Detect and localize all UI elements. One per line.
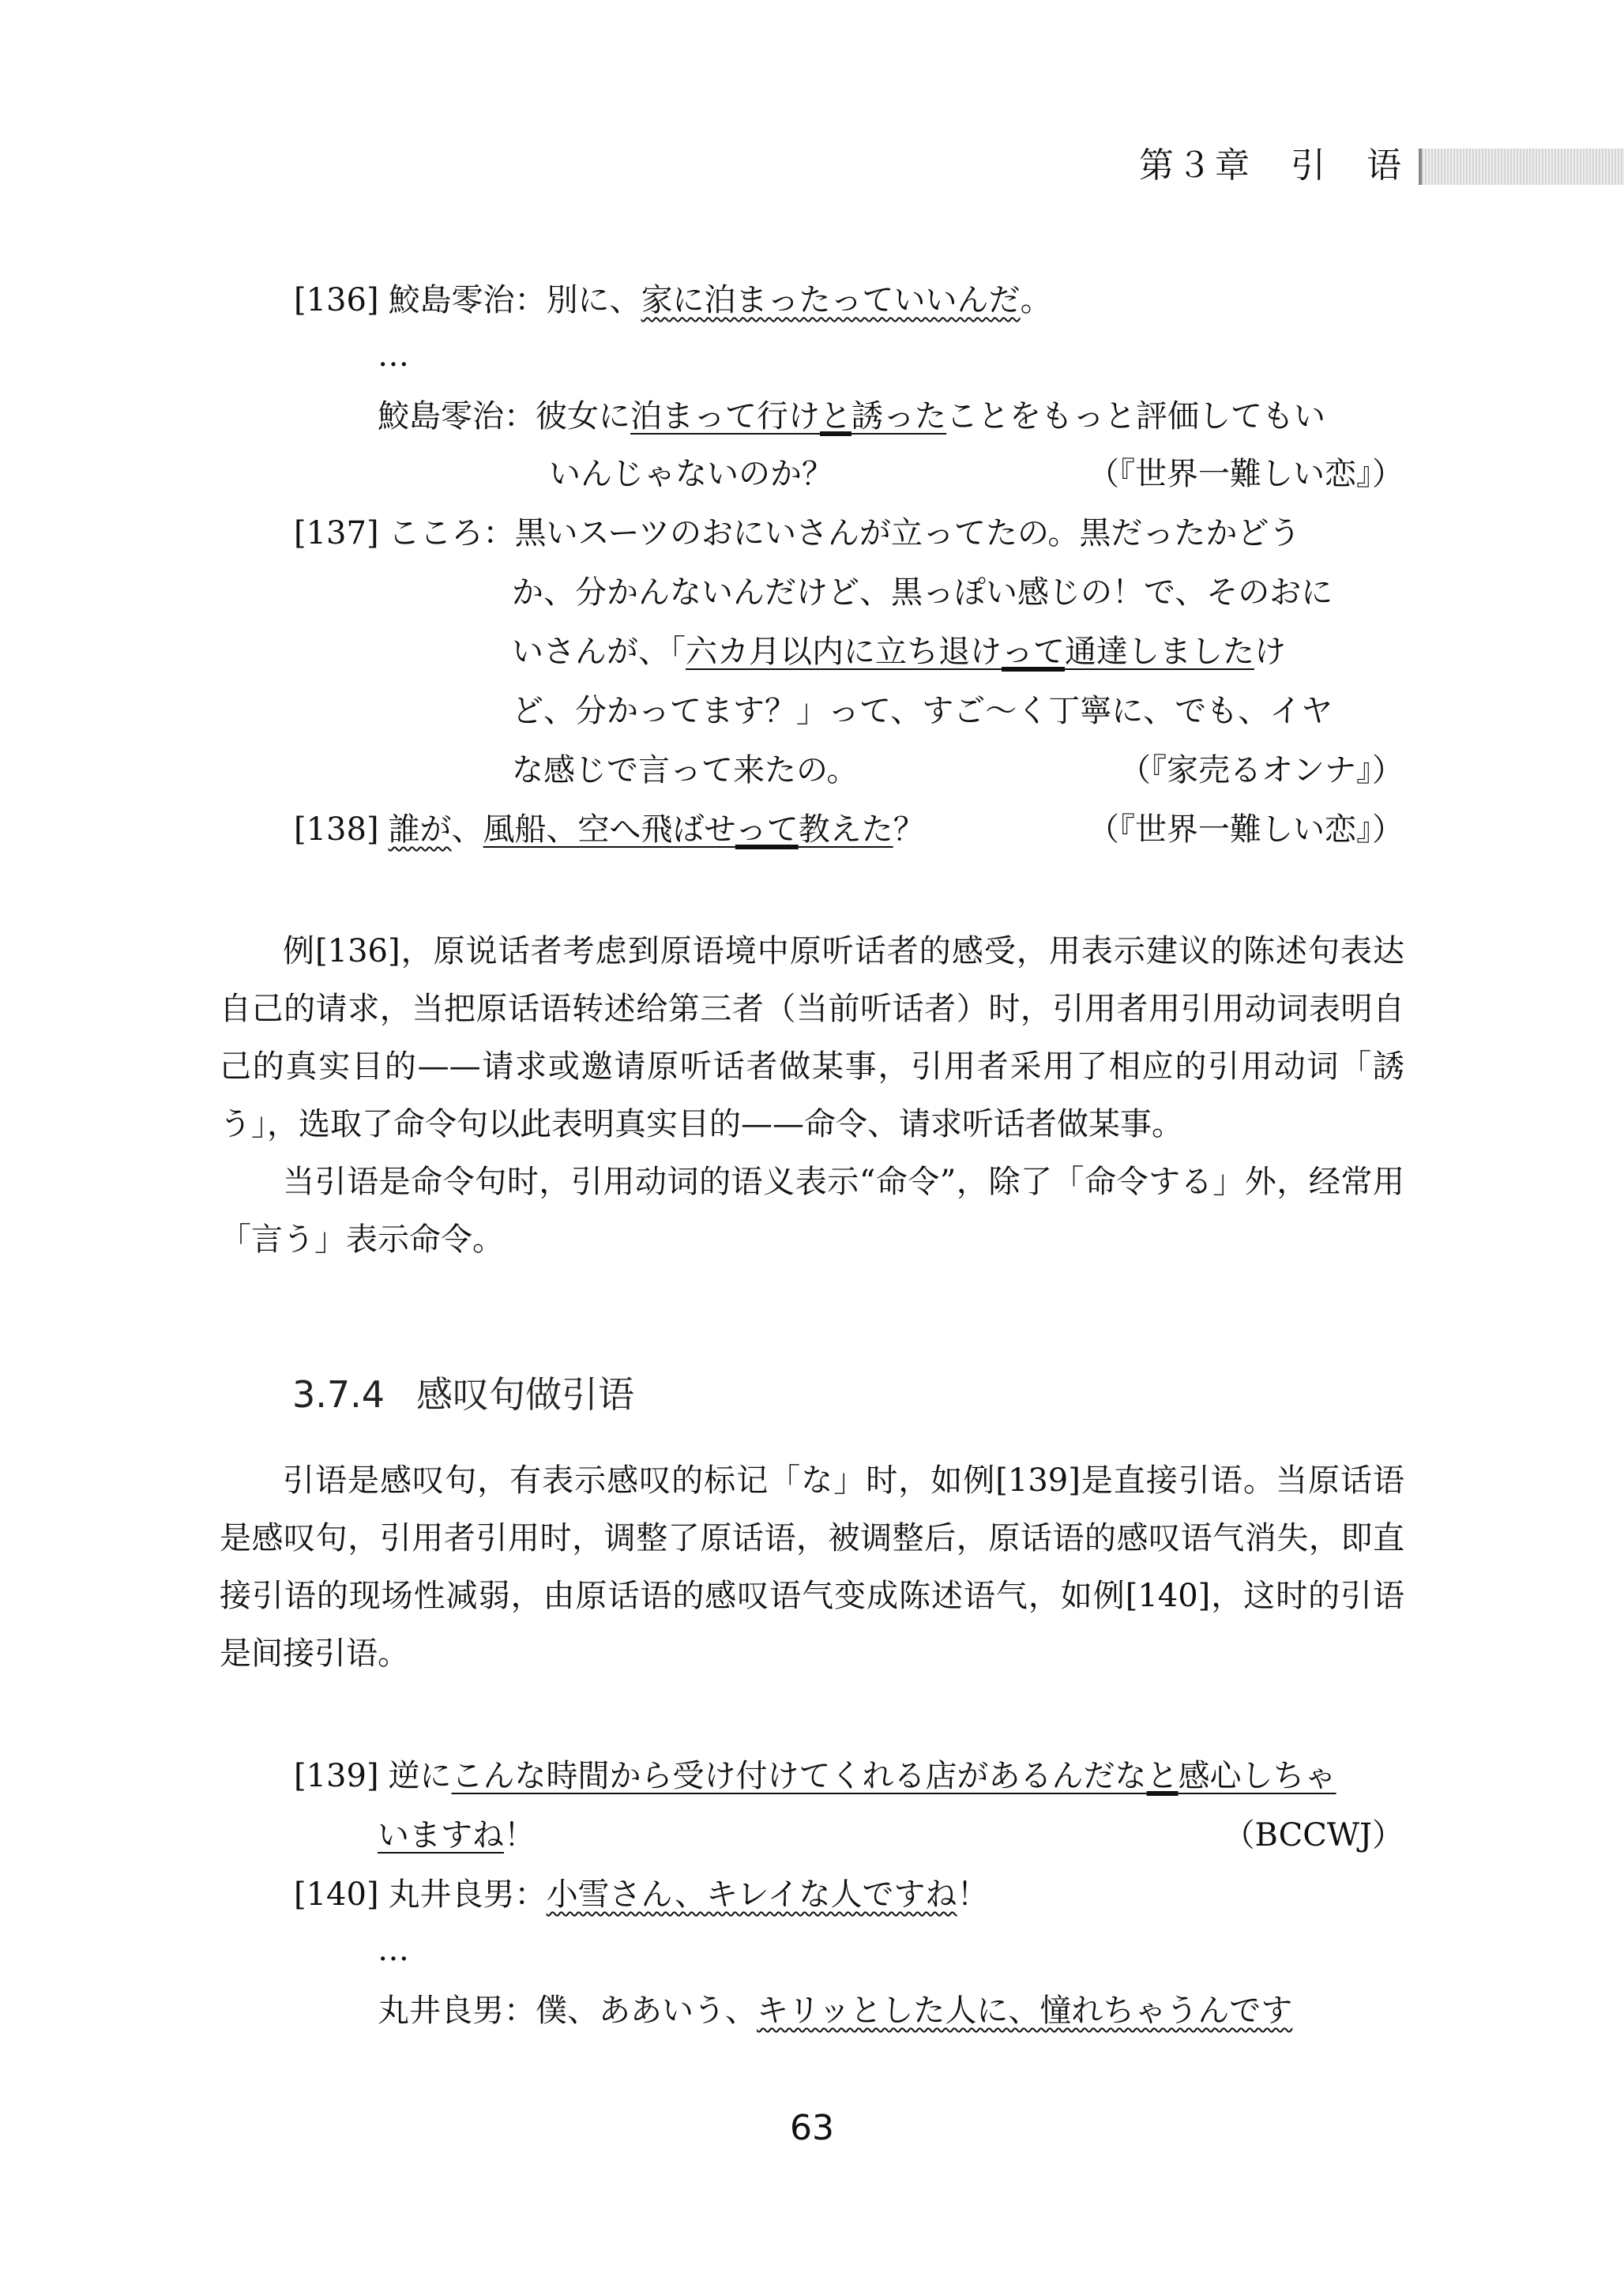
speaker: こころ： bbox=[388, 515, 515, 551]
source-citation: （『世界一難しい恋』） bbox=[1088, 456, 1404, 492]
example-number: [137] bbox=[294, 515, 379, 551]
wavy-underlined-text: 家に泊まったっていいんだ bbox=[641, 282, 1021, 318]
example-number: [139] bbox=[294, 1758, 379, 1794]
underlined-text: いますね bbox=[378, 1817, 504, 1854]
ellipsis: … bbox=[378, 337, 409, 374]
paragraph: 引语是感叹句，有表示感叹的标记「な」时，如例[139]是直接引语。当原话语是感叹句，引用者引用时，调整了原话语，被调整后，原话语的感叹语气消失，即直接引语的现场性减弱，由原话语的感叹语气变成陈述语气，如例[140]，这时的引语是间接引语。 bbox=[220, 1462, 1404, 1672]
speaker: 鮫島零治： bbox=[388, 282, 547, 318]
section-title: 感叹句做引语 bbox=[416, 1373, 635, 1416]
bold-underlined-text: って bbox=[1002, 634, 1065, 670]
example-139-line-2: いますね！ （BCCWJ） bbox=[378, 1812, 1404, 1859]
bold-underlined-text: と bbox=[1146, 1758, 1179, 1794]
example-number: [136] bbox=[294, 282, 379, 318]
example-137: [137] こころ：黒いスーツのおにいさんが立ってたの。黒だったかどう bbox=[294, 515, 1301, 551]
speaker: 丸井良男： bbox=[388, 1876, 547, 1913]
example-138: [138] 誰が、風船、空へ飛ばせって教えた？ （『世界一難しい恋』） bbox=[294, 806, 1404, 853]
underlined-text: こんな時間から受け付けてくれる店があるんだな bbox=[451, 1758, 1147, 1794]
wavy-underlined-text: キリッとした人に、憧れちゃうんです bbox=[757, 1993, 1293, 2029]
example-140-line-2: 丸井良男：僕、ああいう、キリッとした人に、憧れちゃうんです bbox=[378, 1993, 1293, 2029]
example-137-line-2: か、分かんないんだけど、黒っぽい感じの！で、そのおに bbox=[512, 574, 1333, 611]
example-number: [140] bbox=[294, 1876, 379, 1913]
example-139: [139] 逆にこんな時間から受け付けてくれる店があるんだなと感心しちゃ bbox=[294, 1758, 1336, 1794]
section-number: 3.7.4 bbox=[292, 1373, 385, 1416]
header-decoration-bar bbox=[1419, 149, 1624, 185]
body-paragraphs-2 bbox=[220, 1452, 1404, 1683]
example-number: [138] bbox=[294, 811, 379, 848]
underlined-text: 風船、空へ飛ばせ bbox=[483, 811, 735, 848]
source-citation: （『世界一難しい恋』） bbox=[1088, 811, 1404, 848]
bold-underlined-text: って bbox=[735, 811, 799, 848]
page-number: 63 bbox=[790, 2108, 834, 2148]
paragraph: 例[136]，原说话者考虑到原语境中原听话者的感受，用表示建议的陈述句表达自己的请求，当把原话语转述给第三者（当前听话者）时，引用者用引用动词表明自己的真实目的——请求或邀请原听话者做某事，引用者采用了相应的引用动词「誘う」，选取了命令句以此表明真实目的——命令、请求听话者做某事。 bbox=[220, 933, 1404, 1142]
body-paragraphs-1 bbox=[220, 923, 1404, 1269]
example-137-line-5: な感じで言って来たの。 （『家売るオンナ』） bbox=[512, 747, 1404, 794]
underlined-text: 通達しました bbox=[1065, 634, 1254, 670]
wavy-underlined-text: 誰が bbox=[388, 811, 452, 848]
example-136-line-2: 鮫島零治：彼女に泊まって行けと誘ったことをもっと評価してもい bbox=[378, 398, 1325, 435]
source-citation: （BCCWJ） bbox=[1223, 1817, 1404, 1854]
speaker: 鮫島零治： bbox=[378, 398, 536, 435]
underlined-text: 感心しちゃ bbox=[1178, 1758, 1336, 1794]
chapter-title: 第３章 引 语 bbox=[1139, 145, 1404, 186]
speaker: 丸井良男： bbox=[378, 1993, 536, 2029]
example-137-line-4: ど、分かってます？」って、すご～く丁寧に、でも、イヤ bbox=[512, 693, 1333, 729]
section-heading bbox=[292, 1371, 634, 1418]
underlined-text: 誘った bbox=[851, 398, 946, 435]
page-header bbox=[0, 142, 1624, 190]
wavy-underlined-text: 小雪さん、キレイな人ですね bbox=[546, 1876, 957, 1913]
ellipsis: … bbox=[378, 1932, 409, 1968]
example-137-line-3: いさんが、「六カ月以内に立ち退けって通達しましたけ bbox=[512, 634, 1286, 670]
underlined-text: 教えた bbox=[798, 811, 893, 848]
underlined-text: 泊まって行け bbox=[630, 398, 820, 435]
example-140: [140] 丸井良男：小雪さん、キレイな人ですね！ bbox=[294, 1876, 989, 1913]
bold-underlined-text: と bbox=[820, 398, 851, 435]
example-136-line-3: いんじゃないのか？ （『世界一難しい恋』） bbox=[549, 450, 1404, 498]
paragraph: 当引语是命令句时，引用动词的语义表示“命令”，除了「命令する」外，经常用「言う」表示命令。 bbox=[220, 1164, 1404, 1258]
underlined-text: 六カ月以内に立ち退け bbox=[686, 634, 1002, 670]
source-citation: （『家売るオンナ』） bbox=[1119, 752, 1404, 788]
example-136: [136] 鮫島零治：別に、家に泊まったっていいんだ。 bbox=[294, 282, 1052, 318]
